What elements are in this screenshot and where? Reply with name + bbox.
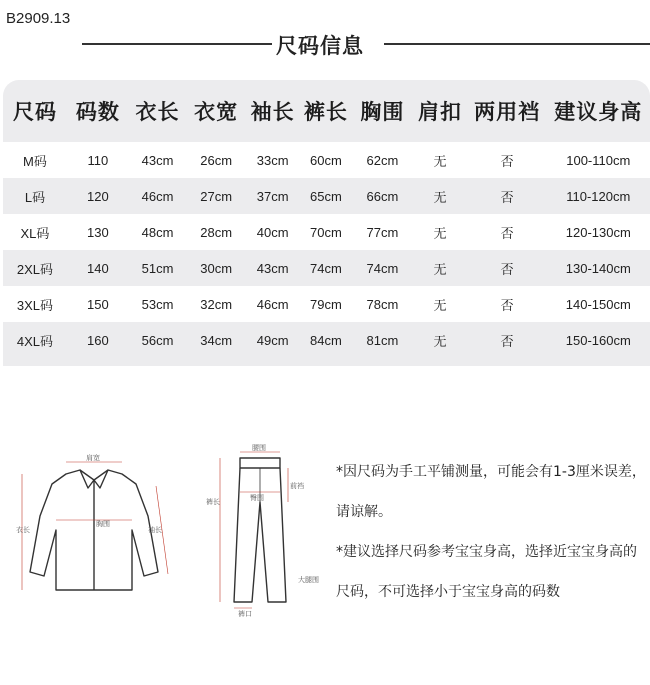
table-cell: 否 xyxy=(468,250,547,286)
header-cell: 尺码 xyxy=(12,100,57,124)
chest-label: 胸围 xyxy=(96,520,110,528)
table-row xyxy=(3,214,650,250)
table-cell: 51cm xyxy=(129,250,187,286)
length-label: 衣长 xyxy=(16,526,30,534)
header-cell: 两用裆 xyxy=(474,100,541,124)
table-cell: 120-130cm xyxy=(547,214,650,250)
shirt-outline-icon xyxy=(30,470,158,590)
header-cell: 码数 xyxy=(75,100,120,124)
table-cell: 66cm xyxy=(353,178,413,214)
waist-label: 腰围 xyxy=(252,444,266,452)
table-cell: 110-120cm xyxy=(547,178,650,214)
table-cell: 27cm xyxy=(186,178,246,214)
table-cell: 32cm xyxy=(186,286,246,322)
table-cell: 49cm xyxy=(246,322,299,358)
table-cell: 74cm xyxy=(353,250,413,286)
table-row xyxy=(3,322,650,358)
table-cell: L码 xyxy=(3,178,67,214)
thigh-label: 大腿围 xyxy=(298,576,319,584)
table-cell: 3XL码 xyxy=(3,286,67,322)
table-cell: 130-140cm xyxy=(547,250,650,286)
table-cell: M码 xyxy=(3,142,67,178)
table-cell: 46cm xyxy=(129,178,187,214)
table-cell: 56cm xyxy=(129,322,187,358)
product-code: B2909.13 xyxy=(6,10,71,27)
table-cell: 43cm xyxy=(129,142,187,178)
sleeve-label: 袖长 xyxy=(148,526,162,534)
table-cell: 40cm xyxy=(246,214,299,250)
size-notes xyxy=(336,452,648,612)
table-cell: 否 xyxy=(468,286,547,322)
table-cell: 62cm xyxy=(353,142,413,178)
pants-outline-icon xyxy=(234,458,286,602)
table-cell: 无 xyxy=(412,178,467,214)
hem-label: 裤口 xyxy=(238,610,252,618)
table-cell: 130 xyxy=(67,214,129,250)
table-cell: 140 xyxy=(67,250,129,286)
table-cell: 无 xyxy=(412,142,467,178)
table-cell: 110 xyxy=(67,142,129,178)
header-cell: 袖长 xyxy=(250,100,295,124)
table-row xyxy=(3,286,650,322)
header-cell: 衣宽 xyxy=(194,100,239,124)
table-cell: 70cm xyxy=(299,214,352,250)
table-cell: 4XL码 xyxy=(3,322,67,358)
divider-right xyxy=(384,43,650,45)
table-row xyxy=(3,142,650,178)
table-cell: 2XL码 xyxy=(3,250,67,286)
table-cell: 33cm xyxy=(246,142,299,178)
table-cell: 160 xyxy=(67,322,129,358)
table-cell: 150-160cm xyxy=(547,322,650,358)
table-cell: 77cm xyxy=(353,214,413,250)
table-cell: 120 xyxy=(67,178,129,214)
pants-length-label: 裤长 xyxy=(206,498,220,506)
section-title: 尺码信息 xyxy=(276,34,364,58)
header-cell: 建议身高 xyxy=(554,100,643,124)
table-cell: 34cm xyxy=(186,322,246,358)
table-cell: 46cm xyxy=(246,286,299,322)
section-header xyxy=(0,30,650,60)
table-cell: XL码 xyxy=(3,214,67,250)
table-row xyxy=(3,250,650,286)
table-cell: 37cm xyxy=(246,178,299,214)
table-cell: 无 xyxy=(412,250,467,286)
table-cell: 79cm xyxy=(299,286,352,322)
table-cell: 150 xyxy=(67,286,129,322)
table-cell: 81cm xyxy=(353,322,413,358)
header-cell: 衣长 xyxy=(135,100,180,124)
header-cell: 胸围 xyxy=(360,100,405,124)
table-cell: 84cm xyxy=(299,322,352,358)
table-cell: 100-110cm xyxy=(547,142,650,178)
table-cell: 65cm xyxy=(299,178,352,214)
table-cell: 48cm xyxy=(129,214,187,250)
size-table-panel xyxy=(3,80,650,366)
shoulder-label: 肩宽 xyxy=(86,454,100,462)
table-cell: 否 xyxy=(468,178,547,214)
table-cell: 26cm xyxy=(186,142,246,178)
table-cell: 30cm xyxy=(186,250,246,286)
table-cell: 否 xyxy=(468,214,547,250)
size-table xyxy=(3,80,650,358)
table-cell: 60cm xyxy=(299,142,352,178)
measurement-diagram xyxy=(8,440,328,620)
header-cell: 裤长 xyxy=(303,100,348,124)
table-cell: 无 xyxy=(412,286,467,322)
note-recommendation: *建议选择尺码参考宝宝身高，选择近宝宝身高的尺码，不可选择小于宝宝身高的码数 xyxy=(336,544,637,600)
table-row xyxy=(3,178,650,214)
table-cell: 43cm xyxy=(246,250,299,286)
note-measurement: *因尺码为手工平铺测量，可能会有1-3厘米误差，请谅解。 xyxy=(336,464,646,520)
table-cell: 78cm xyxy=(353,286,413,322)
table-cell: 53cm xyxy=(129,286,187,322)
header-cell: 肩扣 xyxy=(417,100,462,124)
table-cell: 74cm xyxy=(299,250,352,286)
table-cell: 否 xyxy=(468,142,547,178)
table-cell: 无 xyxy=(412,214,467,250)
divider-left xyxy=(82,43,272,45)
hip-label: 臀围 xyxy=(250,494,264,502)
rise-label: 前裆 xyxy=(290,482,304,490)
table-header-row xyxy=(3,80,650,142)
table-cell: 140-150cm xyxy=(547,286,650,322)
table-cell: 28cm xyxy=(186,214,246,250)
table-cell: 无 xyxy=(412,322,467,358)
table-cell: 否 xyxy=(468,322,547,358)
